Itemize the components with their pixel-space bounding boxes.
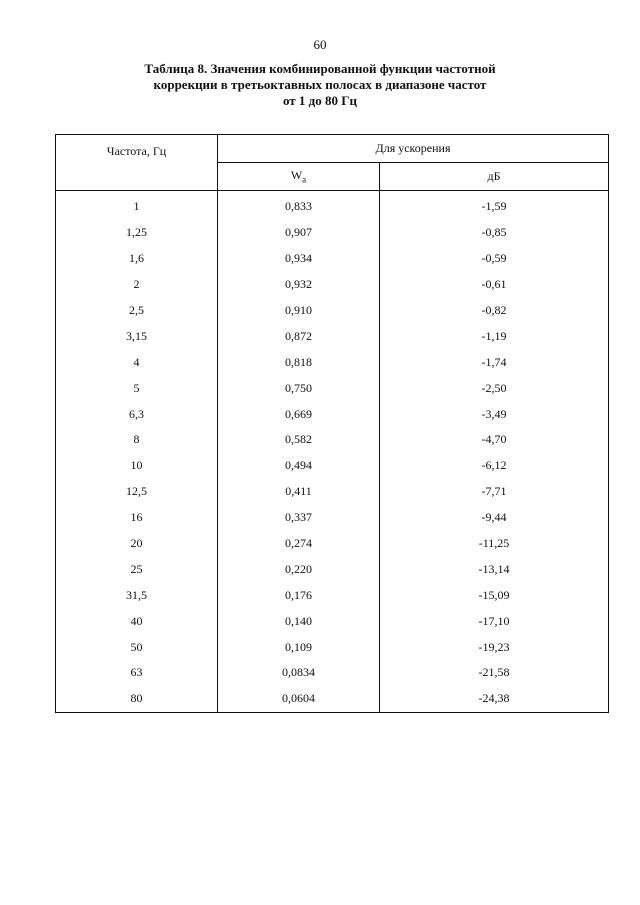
table-body — [56, 191, 609, 713]
cell-frequency: 20 — [56, 531, 218, 557]
cell-frequency: 10 — [56, 453, 218, 479]
cell-frequency: 1,6 — [56, 246, 218, 272]
cell-w-value: 0,582 — [218, 427, 380, 453]
table-title — [120, 61, 520, 109]
cell-w-value: 0,337 — [218, 505, 380, 531]
cell-db-value: -1,74 — [380, 349, 609, 375]
cell-frequency: 4 — [56, 349, 218, 375]
table-row — [56, 479, 609, 505]
cell-w-value: 0,494 — [218, 453, 380, 479]
cell-w-value: 0,274 — [218, 531, 380, 557]
cell-db-value: -9,44 — [380, 505, 609, 531]
cell-frequency: 5 — [56, 375, 218, 401]
cell-frequency: 63 — [56, 660, 218, 686]
cell-db-value: -7,71 — [380, 479, 609, 505]
cell-db-value: -2,50 — [380, 375, 609, 401]
cell-frequency: 6,3 — [56, 401, 218, 427]
table-row — [56, 453, 609, 479]
cell-w-value: 0,818 — [218, 349, 380, 375]
table-row — [56, 556, 609, 582]
cell-w-value: 0,907 — [218, 220, 380, 246]
table-row — [56, 660, 609, 686]
table-row — [56, 220, 609, 246]
frequency-weighting-table — [55, 134, 609, 713]
cell-db-value: -0,61 — [380, 272, 609, 298]
table-row — [56, 246, 609, 272]
title-line: от 1 до 80 Гц — [282, 93, 358, 108]
cell-w-value: 0,220 — [218, 556, 380, 582]
table-row — [56, 191, 609, 220]
cell-db-value: -6,12 — [380, 453, 609, 479]
cell-db-value: -1,59 — [380, 191, 609, 220]
header-frequency: Частота, Гц — [56, 135, 218, 191]
cell-db-value: -17,10 — [380, 608, 609, 634]
cell-frequency: 2 — [56, 272, 218, 298]
cell-frequency: 3,15 — [56, 323, 218, 349]
cell-w-value: 0,176 — [218, 582, 380, 608]
cell-db-value: -4,70 — [380, 427, 609, 453]
table-row — [56, 298, 609, 324]
table-row — [56, 531, 609, 557]
cell-frequency: 12,5 — [56, 479, 218, 505]
cell-db-value: -24,38 — [380, 686, 609, 712]
cell-db-value: -1,19 — [380, 323, 609, 349]
cell-frequency: 2,5 — [56, 298, 218, 324]
cell-db-value: -15,09 — [380, 582, 609, 608]
table-row — [56, 272, 609, 298]
cell-db-value: -21,58 — [380, 660, 609, 686]
page-number: 60 — [313, 37, 327, 52]
table-row — [56, 323, 609, 349]
cell-w-value: 0,669 — [218, 401, 380, 427]
cell-w-value: 0,140 — [218, 608, 380, 634]
cell-db-value: -11,25 — [380, 531, 609, 557]
cell-frequency: 8 — [56, 427, 218, 453]
cell-db-value: -13,14 — [380, 556, 609, 582]
cell-w-value: 0,0604 — [218, 686, 380, 712]
cell-frequency: 16 — [56, 505, 218, 531]
cell-db-value: -0,85 — [380, 220, 609, 246]
table-row — [56, 375, 609, 401]
cell-db-value: -0,59 — [380, 246, 609, 272]
cell-w-value: 0,0834 — [218, 660, 380, 686]
table-row — [56, 608, 609, 634]
table-row — [56, 686, 609, 712]
cell-frequency: 1,25 — [56, 220, 218, 246]
cell-w-value: 0,750 — [218, 375, 380, 401]
header-w — [218, 163, 380, 191]
header-w-subscript: a — [302, 174, 307, 185]
table-row — [56, 427, 609, 453]
cell-frequency: 25 — [56, 556, 218, 582]
cell-frequency: 50 — [56, 634, 218, 660]
cell-frequency: 40 — [56, 608, 218, 634]
table-row — [56, 349, 609, 375]
cell-w-value: 0,833 — [218, 191, 380, 220]
cell-w-value: 0,932 — [218, 272, 380, 298]
cell-db-value: -3,49 — [380, 401, 609, 427]
table-row — [56, 401, 609, 427]
header-acceleration: Для ускорения — [218, 135, 609, 163]
cell-db-value: -19,23 — [380, 634, 609, 660]
cell-w-value: 0,910 — [218, 298, 380, 324]
title-line: Таблица 8. Значения комбинированной функции частотной — [144, 61, 496, 76]
table-row — [56, 634, 609, 660]
title-line: коррекции в третьоктавных полосах в диапазоне частот — [153, 77, 487, 92]
cell-w-value: 0,934 — [218, 246, 380, 272]
cell-frequency: 1 — [56, 191, 218, 220]
cell-w-value: 0,109 — [218, 634, 380, 660]
cell-db-value: -0,82 — [380, 298, 609, 324]
cell-w-value: 0,872 — [218, 323, 380, 349]
cell-frequency: 31,5 — [56, 582, 218, 608]
cell-frequency: 80 — [56, 686, 218, 712]
cell-w-value: 0,411 — [218, 479, 380, 505]
header-db: дБ — [380, 163, 609, 191]
header-w-symbol: W — [290, 168, 303, 183]
table-row — [56, 582, 609, 608]
table-row — [56, 505, 609, 531]
